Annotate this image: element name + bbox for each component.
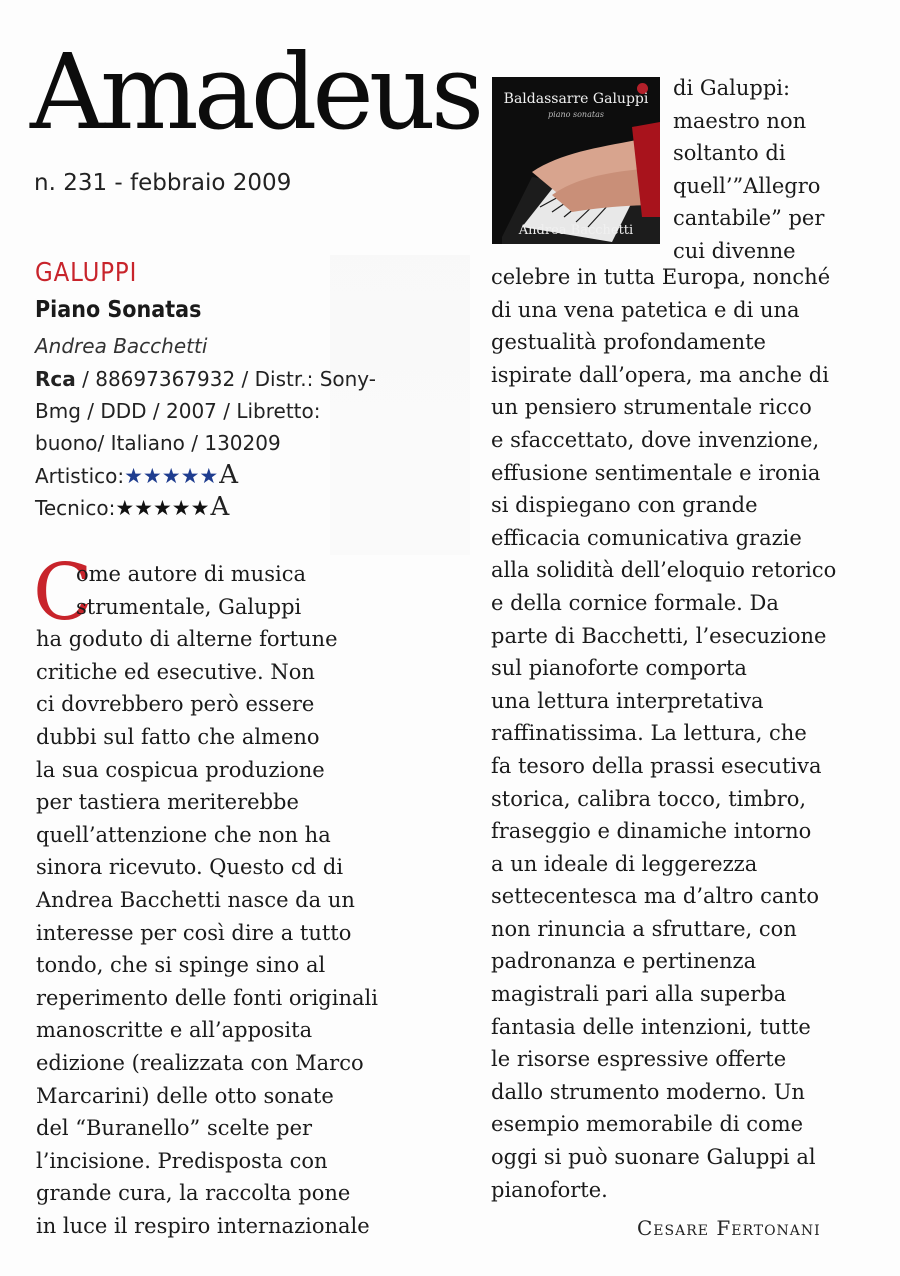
review-body-right-column <box>491 261 836 1206</box>
text-line: a un ideale di leggerezza <box>491 851 758 876</box>
text-line: si dispiegano con grande <box>491 493 758 518</box>
text-line: soltanto di <box>673 141 786 166</box>
text-line: pianoforte. <box>491 1177 608 1202</box>
text-line: e della cornice formale. Da <box>491 590 779 615</box>
star-rating-icon: ★★★★★ <box>124 464 219 488</box>
text-line: celebre in tutta Europa, nonché <box>491 265 831 289</box>
text-line: cui divenne <box>673 238 796 263</box>
rating-technical-label: Tecnico: <box>35 496 116 520</box>
release-details-line-1 <box>35 367 376 391</box>
rating-grade: A <box>210 492 230 522</box>
text-line: di una vena patetica e di una <box>491 297 800 322</box>
text-line: tondo, che si spinge sino al <box>36 953 326 978</box>
magazine-masthead: Amadeus <box>30 31 480 153</box>
text-line: Andrea Bacchetti nasce da un <box>36 887 355 912</box>
text-line: l’incisione. Predisposta con <box>36 1148 328 1173</box>
text-line: maestro non <box>673 108 807 133</box>
text-line: edizione (realizzata con Marco <box>36 1050 364 1075</box>
cover-title: Baldassarre Galuppi <box>503 91 649 107</box>
author-byline: Cesare Fertonani <box>637 1216 821 1240</box>
text-line: gestualità profondamente <box>491 330 766 355</box>
drop-cap: C <box>33 548 93 638</box>
text-line: efficacia comunicativa grazie <box>491 525 802 550</box>
composer-heading: GALUPPI <box>35 258 138 288</box>
text-line: esempio memorabile di come <box>491 1112 804 1137</box>
text-line: raffinatissima. La lettura, che <box>491 721 807 746</box>
text-line: settecentesca ma d’altro canto <box>491 884 819 909</box>
text-line: ci dovrebbero però essere <box>36 692 315 717</box>
show-through-texture <box>330 255 470 555</box>
text-line: Marcarini) delle otto sonate <box>36 1083 334 1108</box>
text-line: interesse per così dire a tutto <box>36 920 352 945</box>
text-line: fraseggio e dinamiche intorno <box>491 819 812 844</box>
details-text: / 88697367932 / Distr.: Sony- <box>75 367 377 391</box>
text-line: un pensiero strumentale ricco <box>491 395 812 420</box>
text-line: di Galuppi: <box>673 76 791 100</box>
record-label: Rca <box>35 367 76 391</box>
text-line: dallo strumento moderno. Un <box>491 1079 805 1104</box>
text-line: critiche ed esecutive. Non <box>36 659 315 684</box>
text-line: dubbi sul fatto che almeno <box>36 724 320 749</box>
album-cover-image <box>492 77 660 244</box>
text-line: fa tesoro della prassi esecutiva <box>491 753 822 778</box>
cover-subtitle: piano sonatas <box>548 110 604 119</box>
cover-performer: Andrea Bacchetti <box>518 223 634 238</box>
review-body-right-column-top <box>673 72 824 268</box>
text-line: sinora ricevuto. Questo cd di <box>36 855 344 880</box>
rating-artistic <box>35 460 238 490</box>
text-line: e sfaccettato, dove invenzione, <box>491 427 820 452</box>
text-line: grande cura, la raccolta pone <box>36 1181 351 1206</box>
text-line: ome autore di musica <box>76 562 306 586</box>
rating-grade: A <box>219 460 239 490</box>
text-line: ha goduto di alterne fortune <box>36 627 338 652</box>
issue-label: n. 231 - febbraio 2009 <box>34 170 292 196</box>
release-details-line-3: buono/ Italiano / 130209 <box>35 431 281 455</box>
performer-name: Andrea Bacchetti <box>35 334 208 358</box>
text-line: in luce il respiro internazionale <box>36 1213 370 1238</box>
text-line: magistrali pari alla superba <box>491 982 787 1007</box>
text-line: strumentale, Galuppi <box>76 594 302 619</box>
star-rating-icon: ★★★★★ <box>115 496 210 520</box>
rating-artistic-label: Artistico: <box>35 464 125 488</box>
text-line: manoscritte e all’apposita <box>36 1018 313 1043</box>
text-line: parte di Bacchetti, l’esecuzione <box>491 623 827 648</box>
text-line: per tastiera meriterebbe <box>36 790 299 815</box>
text-line: una lettura interpretativa <box>491 688 764 713</box>
review-body-left-column <box>36 558 378 1242</box>
text-line: padronanza e pertinenza <box>491 949 757 974</box>
text-line: fantasia delle intenzioni, tutte <box>491 1014 811 1039</box>
text-line: la sua cospicua produzione <box>36 757 325 782</box>
text-line: del “Buranello” scelte per <box>36 1116 313 1141</box>
text-line: reperimento delle fonti originali <box>36 985 378 1010</box>
text-line: oggi si può suonare Galuppi al <box>491 1145 816 1170</box>
text-line: non rinuncia a sfruttare, con <box>491 916 797 941</box>
text-line: quell’attenzione che non ha <box>36 822 331 847</box>
release-details-line-2: Bmg / DDD / 2007 / Libretto: <box>35 399 321 423</box>
text-line: alla solidità dell’eloquio retorico <box>491 558 837 583</box>
text-line: sul pianoforte comporta <box>491 656 747 681</box>
text-line: cantabile” per <box>673 206 825 231</box>
text-line: le risorse espressive offerte <box>491 1047 787 1072</box>
piano-hands-illustration <box>492 77 660 244</box>
work-title: Piano Sonatas <box>35 297 202 323</box>
text-line: quell’”Allegro <box>673 173 821 198</box>
rating-technical <box>35 492 229 522</box>
text-line: storica, calibra tocco, timbro, <box>491 786 807 811</box>
text-line: ispirate dall’opera, ma anche di <box>491 362 829 387</box>
text-line: effusione sentimentale e ironia <box>491 460 821 485</box>
